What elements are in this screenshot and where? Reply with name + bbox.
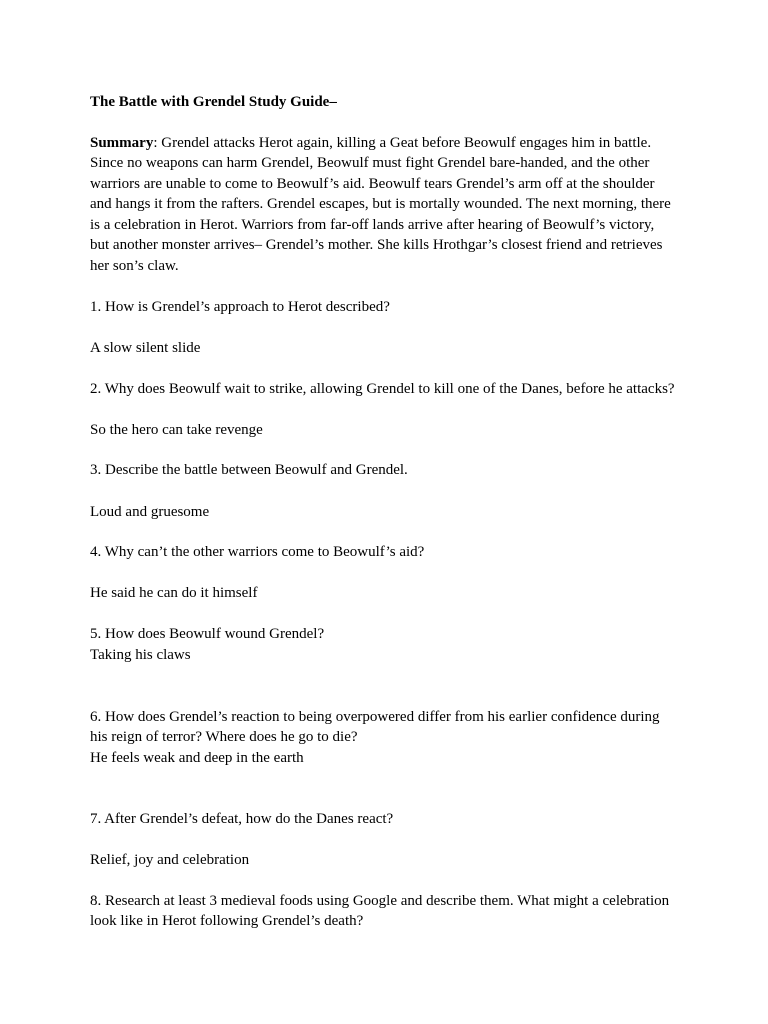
question-4: 4. Why can’t the other warriors come to Beowulf’s aid? (90, 544, 425, 560)
question-1: 1. How is Grendel’s approach to Herot described? (90, 299, 390, 315)
question-7: 7. After Grendel’s defeat, how do the Danes react? (90, 811, 394, 827)
summary-line: is a celebration in Herot. Warriors from far-off lands arrive after hearing of Beowulf’s victory, (90, 217, 655, 233)
question-5: 5. How does Beowulf wound Grendel? (90, 626, 325, 642)
answer-4: He said he can do it himself (90, 585, 258, 601)
answer-5: Taking his claws (90, 647, 191, 663)
summary-line: her son’s claw. (90, 258, 179, 274)
answer-7: Relief, joy and celebration (90, 852, 250, 868)
question-6-cont: his reign of terror? Where does he go to die? (90, 729, 358, 745)
answer-1: A slow silent slide (90, 340, 201, 356)
question-2: 2. Why does Beowulf wait to strike, allowing Grendel to kill one of the Danes, before he attacks? (90, 381, 675, 397)
question-8: 8. Research at least 3 medieval foods using Google and describe them. What might a celebration (90, 893, 670, 909)
summary-line: warriors are unable to come to Beowulf’s aid. Beowulf tears Grendel’s arm off at the shoulder (90, 176, 655, 192)
question-8-cont: look like in Herot following Grendel’s death? (90, 913, 364, 929)
answer-2: So the hero can take revenge (90, 422, 263, 438)
document-title: The Battle with Grendel Study Guide– (90, 94, 337, 110)
summary-line: Since no weapons can harm Grendel, Beowulf must fight Grendel bare-handed, and the other (90, 155, 650, 171)
answer-3: Loud and gruesome (90, 504, 210, 520)
answer-6: He feels weak and deep in the earth (90, 750, 304, 766)
question-6: 6. How does Grendel’s reaction to being overpowered differ from his earlier confidence during (90, 709, 660, 725)
summary-line (90, 133, 651, 153)
summary-line: and hangs it from the rafters. Grendel escapes, but is mortally wounded. The next morning, there (90, 196, 671, 212)
question-3: 3. Describe the battle between Beowulf and Grendel. (90, 462, 408, 478)
summary-label: Summary (90, 135, 154, 151)
summary-line: but another monster arrives– Grendel’s mother. She kills Hrothgar’s closest friend and retrieves (90, 237, 663, 253)
summary-text: : Grendel attacks Herot again, killing a Geat before Beowulf engages him in battle. (153, 135, 652, 151)
